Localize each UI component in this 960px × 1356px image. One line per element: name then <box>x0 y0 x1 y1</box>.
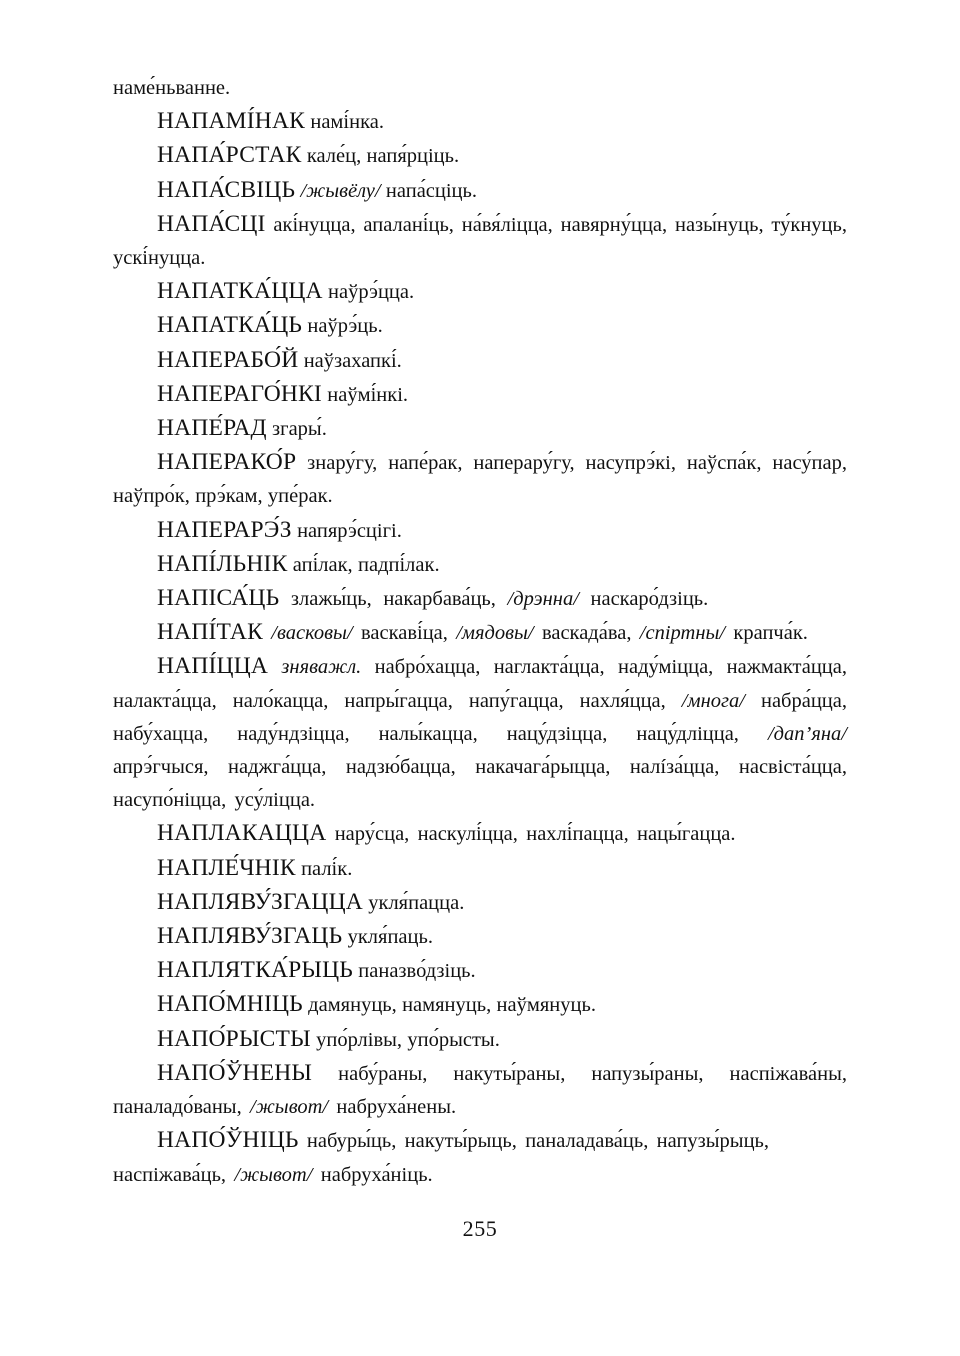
entry-gloss: наўзахапкі́. <box>298 349 402 372</box>
entry-gloss: укля́пацца. <box>362 891 465 914</box>
entry-headword: НАПАТКА́ЦЦА <box>157 278 323 305</box>
entry-headword: НАПО́ЎНЕНЫ <box>157 1059 313 1086</box>
entry-headword: НАПІСА́ЦЬ <box>157 585 280 612</box>
entry-gloss: наўрэ́цца. <box>322 281 415 304</box>
entry-gloss: васкаві́ца, <box>352 622 448 645</box>
entry-headword: НАПЛЕ́ЧНІК <box>157 854 296 881</box>
dictionary-entry <box>113 275 847 309</box>
dictionary-entry <box>113 1057 847 1124</box>
entry-sense-marker: /дрэнна/ <box>495 588 579 611</box>
entry-gloss: набу́раны, накуты́раны, напузы́раны, наспіжава́ны, паналадо́ваны, <box>113 1062 847 1119</box>
dictionary-entry <box>113 446 847 513</box>
entry-gloss: акі́нуцца, апалані́ць, на́вя́ліцца, навярну́цца, назы́нуць, ту́кнуць, ускі́нуцца. <box>113 213 847 270</box>
entry-sense-marker: /жывот/ <box>241 1096 329 1119</box>
entry-gloss: крапча́к. <box>725 622 808 645</box>
dictionary-entry <box>113 514 847 548</box>
dictionary-entry <box>113 412 847 446</box>
entry-gloss: упо́рлівы, упо́рысты. <box>310 1028 500 1051</box>
entry-gloss: напа́сціць. <box>380 179 477 202</box>
dictionary-entry <box>113 344 847 378</box>
entry-gloss: нару́сца, наскулі́цца, нахлі́пацца, нацы́гацца. <box>326 823 736 846</box>
entry-usage-label: зняважл. <box>268 656 362 679</box>
entry-column <box>113 72 847 1192</box>
entry-headword: НАПЛЯВУ́ЗГАЦЦА <box>157 888 363 915</box>
dictionary-entry <box>113 582 847 616</box>
dictionary-entry <box>113 817 847 851</box>
entry-gloss: набро́хацца, наглакта́цца, наду́міцца, нажмакта́цца, налакта́цца, нало́кацца, напры́гацца, напу́гацца, нахля́цца, <box>113 656 847 712</box>
entry-headword: НАПО́РЫСТЫ <box>157 1025 311 1052</box>
entry-gloss: апі́лак, падпі́лак. <box>287 553 440 576</box>
dictionary-entry <box>113 954 847 988</box>
entry-gloss: апрэ́гчыся, наджга́цца, надзю́бацца, накачага́рыцца, налíза́цца, насвіста́цца, насупо́ніцца, усу́ліцца. <box>113 756 847 812</box>
dictionary-entry <box>113 309 847 343</box>
entry-sense-marker: /жывот/ <box>226 1163 313 1186</box>
entry-sense-marker: /мядовы/ <box>447 622 534 645</box>
entry-headword: НАПЕРАБО́Й <box>157 346 299 373</box>
entry-headword: НАПІ́ТАК <box>157 619 263 646</box>
entry-headword: НАПЛЯВУ́ЗГАЦЬ <box>157 923 343 950</box>
dictionary-entry <box>113 174 847 208</box>
entry-gloss: набра́цца, набу́хацца, наду́ндзіцца, налы́кацца, нацу́дзіцца, нацу́дліцца, <box>113 689 847 745</box>
entry-gloss: кале́ц, напя́рціць. <box>301 145 460 168</box>
dictionary-entry <box>113 920 847 954</box>
entry-gloss: дамянуць, намянуць, наўмянуць. <box>302 994 596 1017</box>
dictionary-entry <box>113 988 847 1022</box>
entry-headword: НАПЕРАРЭ́З <box>157 516 292 543</box>
entry-headword: НАПО́МНІЦЬ <box>157 991 303 1018</box>
entry-gloss: васкада́ва, <box>533 622 632 645</box>
dictionary-entry <box>113 208 847 275</box>
entry-headword: НАПА́СЦІ <box>157 210 266 237</box>
dictionary-entry <box>113 548 847 582</box>
dictionary-entry <box>113 139 847 173</box>
entry-sense-marker: /жывёлу/ <box>295 179 381 202</box>
entry-sense-marker: /дап’яна/ <box>738 722 847 745</box>
entry-gloss: паназво́дзіць. <box>352 960 476 983</box>
entry-headword: НАПЕРАГО́НКІ <box>157 380 322 407</box>
dictionary-entry <box>113 650 847 817</box>
dictionary-entry <box>113 852 847 886</box>
entry-headword: НАПО́ЎНІЦЬ <box>157 1127 299 1154</box>
entry-gloss: наўрэ́ць. <box>302 315 383 338</box>
dictionary-entry <box>113 378 847 412</box>
dictionary-entry <box>113 105 847 139</box>
entry-headword: НАПАМІ́НАК <box>157 108 306 135</box>
entry-gloss: набруха́ніць. <box>312 1163 433 1186</box>
entry-gloss: наскаро́дзіць. <box>578 588 709 611</box>
entry-headword: НАПІ́ЦЦА <box>157 653 269 680</box>
entry-headword: НАПА́РСТАК <box>157 142 302 169</box>
entry-headword: НАПЕ́РАД <box>157 415 267 442</box>
entry-gloss: напярэ́сцігі. <box>291 519 402 542</box>
dictionary-entry <box>113 886 847 920</box>
entry-headword: НАПА́СВІЦЬ <box>157 176 296 203</box>
entry-gloss: наме́ньванне. <box>113 77 231 99</box>
dictionary-entry <box>113 1124 847 1191</box>
entry-gloss: набуры́ць, накуты́рыць, паналадава́ць, напузы́рыць, наспіжава́ць, <box>113 1130 770 1186</box>
entry-gloss: згары́. <box>266 418 327 441</box>
entry-headword: НАПЛАКАЦЦА <box>157 820 327 847</box>
entry-gloss: палі́к. <box>295 857 353 880</box>
entry-gloss: набруха́нены. <box>328 1096 457 1119</box>
entry-gloss: наўмі́нкі. <box>321 383 409 406</box>
entry-gloss: укля́паць. <box>342 926 433 949</box>
dictionary-entry <box>113 72 847 105</box>
entry-gloss: злажы́ць, накарбава́ць, <box>279 588 496 611</box>
dictionary-entry <box>113 616 847 650</box>
entry-gloss: намі́нка. <box>305 111 384 134</box>
entry-headword: НАПЛЯТКА́РЫЦЬ <box>157 957 353 984</box>
entry-headword: НАПЕРАКО́Р <box>157 449 297 476</box>
entry-headword: НАПАТКА́ЦЬ <box>157 312 303 339</box>
dictionary-entry <box>113 1023 847 1057</box>
entry-sense-marker: /васковы/ <box>262 622 353 645</box>
entry-headword: НАПІ́ЛЬНІК <box>157 550 288 577</box>
entry-sense-marker: /многа/ <box>665 689 745 712</box>
entry-sense-marker: /спіртны/ <box>631 622 726 645</box>
page-number: 255 <box>462 1216 498 1241</box>
entry-gloss: знару́гу, напе́рак, наперару́гу, насупрэ́кі, наўспа́к, насу́пар, наўпро́к, прэ́кам, упе́рак. <box>113 452 847 508</box>
